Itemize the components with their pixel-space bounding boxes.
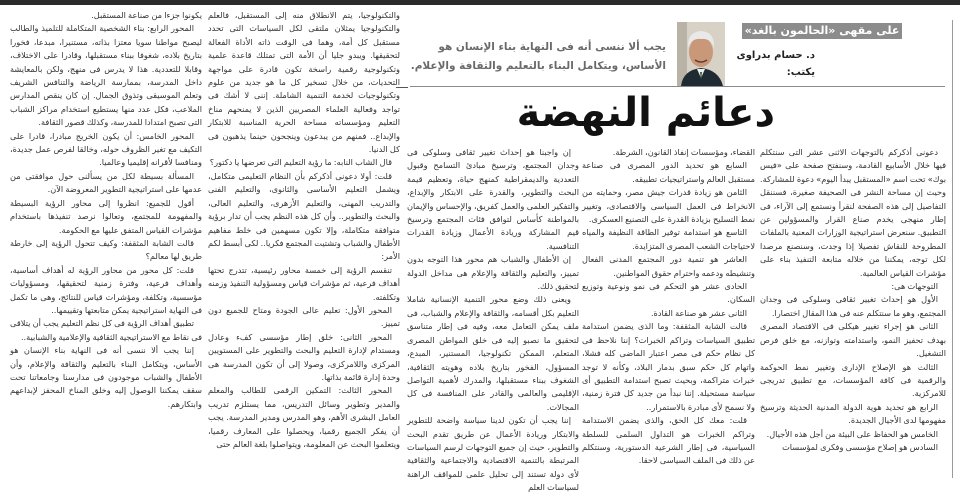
article-paragraph: إننا يجب أن تكون لدينا سياسة واضحة للتطوير والابتكار وريادة الأعمال عن طريق تقدم البحث والتطوير، حيث إن جميع التوجهات لرسم السياسات المرتبطة بالتنمية الاقتصادية والاجتماعية والثقافية لأى دولة تستند إلى تحليل علمى للمواقف الراهنة لسياسات العلم — [407, 415, 579, 493]
article-paragraph: قالت الشابة المثقفة: وما الذى يضمن استدامة تطبيق السياسات وتراكم الخبرات؟ إننا نلاحظ فى كل نظام حكم فى مصر اعتبار الماضى كله فشلا، واتهام كل حكم سبق بدمار البلاد، وكأنه لا توجد خبرات متراكمة، وبحيث تصبح استدامة التطبيق أى سياسة مستحيلة. إننا نبدأ من جديد كل فترة زمنية، ولا نسمح لأى مبادرة بالاستمرار.. — [582, 321, 755, 412]
article-paragraph: تنقسم الرؤية إلى خمسة محاور رئيسية، تتدرج تحتها أهداف فرعية، ثم مؤشرات قياس ومسؤولية التنفيذ وزمنه وتكلفته. — [208, 264, 400, 302]
article-paragraph: ويعنى ذلك وضع محور التنمية الإنسانية شاملا التعليم بكل أقسامه، والثقافة والإعلام والشباب، فى ملف يمكن التعامل معه، وفيه فى إطار متناسق لتحقيق ما نصبو إليه فى خلق المواطن المصرى المتعلم، الممكن تكنولوجيا، المستنير، المبدع، المسؤول، الفخور بتاريخ بلاده وهويته الثقافية، الشغوف ببناء مستقبلها، والمدرك لأهمية التواصل الإقليمى والعالمى والقادر على المنافسة فى كل المجالات. — [407, 294, 579, 412]
article-paragraph: إن واجبنا هو إحداث تغيير ثقافى وسلوكى فى وجدان المجتمع، وترسيخ مبادئ التسامح وقبول التعددية والديمقراطية كمنهج حياة، وتعظيم قيمة البحث والتطوير، والقدرة على الابتكار والإبداع، والتفكير العلمى والعمل كفريق، والإحساس والإيمان بالمواطنة كأساس لتوافق فئات المجتمع وترسيخ قيم المشاركة وريادة الأعمال وزيادة القدرات التنافسية. — [407, 147, 579, 251]
article-paragraph: التوجهات هى: — [891, 281, 938, 292]
article-paragraph: السابع هو تحديد الدور المصرى فى صناعة مستقبل العالم واستراتيجيات تطبيقه. — [582, 160, 755, 184]
article-paragraph: أقول للجميع: انظروا إلى محاور الرؤية البسيطة والمفهومة للمجتمع، وتعالوا نرصد تنفيذها باستخدام مؤشرات القياس المتفق عليها مع الحكومة. — [10, 197, 202, 235]
article-paragraph: الحادى عشر هو التحكم فى نمو ونوعية وتوزيع السكان. — [582, 281, 755, 305]
article-paragraph: التاسع هو استدامة توفير الطاقة النظيفة والمياه لاحتياجات الشعب المصرى المتزايدة. — [582, 227, 755, 251]
article-column-5 — [10, 9, 202, 411]
header-divider — [410, 86, 945, 87]
article-paragraph: المحور الخامس: أن يكون الخريج مبادرا، قادرا على التكيف مع تغير الظروف حوله، وخالقا لفرص عمل جديدة، ومنافسا لأقرانه إقليميا وعالميا. — [10, 130, 202, 168]
article-column-4 — [208, 9, 400, 451]
article-paragraph: السادس هو إصلاح مؤسسى وفكرى لمؤسسات — [782, 441, 938, 452]
article-paragraph: المحور الثالث: التمكين الرقمى للطالب والمعلم والمدير وتطوير وسائل التدريس، مما يستلزم تدريب العامل البشرى الأهم، وهو المدرس ومدير المدرسة. يجب أن يفكر الجميع رقميا، ويحصلوا على المعارف رقميا، ويتعلموا البحث عن المعلومة، ويتواصلوا بلغة العالم حتى — [208, 385, 400, 449]
pull-quote-line: يجب ألا ننسى أنه فى النهاية بناء الإنسان هو — [438, 41, 666, 53]
article-paragraph: الخامس هو الحفاظ على البيئة من أجل هذه الأجيال. — [766, 428, 938, 439]
article-paragraph: قال الشاب النابه: ما رؤية التعليم التى تعرضها يا دكتور؟ — [209, 157, 392, 168]
article-paragraph: المحور الثانى: خلق إطار مؤسسى كفء وعادل ومستدام لإدارة التعليم والبحث والتطوير على المستويين المركزى واللامركزى، وصولا إلى أن تكون المدرسة هى وحدة إدارة قائمة بذاتها. — [208, 331, 400, 382]
article-paragraph: قالت الشابة المثقفة: وكيف تتحول الرؤية إلى خارطة طريق لها معالم؟ — [10, 237, 202, 262]
column-divider — [952, 20, 953, 478]
article-paragraph: تطبيق أهداف الرؤية فى كل نظم التعليم يجب أن يتلاقى فى نقاط مع الاستراتيجية الثقافية والإعلامية والشبابية.. — [10, 318, 202, 342]
article-paragraph: والتكنولوجيا، يتم الانطلاق منه إلى المستقبل، فالعلم والتكنولوجيا يمثلان ملتقى لكل السياسات التى تحدد مستقبل كل أمة، وهما فى الوقت ذاته الأداة الفعالة لتحقيقها. ويبدو جليا أن الأمة التى تمتلك قاعدة علمية وتكنولوجية رقمية راسخة تكون قادرة على مواجهة التحديات، من خلال تسخير كل ما هو جديد من علوم وتكنولوجيات لخدمة التنمية الشاملة. إننى لا أشك فى تواجد وفعالية العلماء المصريين الذين لا يمنحهم مناخ التعليم ومؤسساته مساحة الحرية المناسبة للابتكار والإبداع.. فمنهم من يبدعون وينجحون حينما يذهبون فى كل الدنيا. — [208, 10, 400, 155]
author-photo — [677, 22, 725, 86]
article-paragraph: العاشر هو تنمية دور المجتمع المدنى الفعال وتنشيطه ودعمه واحترام حقوق المواطنين. — [582, 254, 755, 278]
article-paragraph: الثانى هو إجراء تغيير هيكلى فى الاقتصاد المصرى بهدف تحفيز النمو، واستدامته وتوازنه، مع خلق فرص التشغيل. — [760, 321, 946, 359]
article-paragraph: قلت: معك كل الحق، والذى يضمن الاستدامة وتراكم الخبرات هو التداول السلمى للسلطة السياسية، فى إطار الشرعية الدستورية، وسنتكلم عن ذلك فى الملف السياسى لاحقا. — [582, 415, 755, 466]
column-tag: على مقهى «الحالمون بالغد» — [742, 23, 902, 39]
article-paragraph: الرابع هو تحديد هوية الدولة المدنية الحديثة وترسيخ مفهومها لدى الأجيال الجديدة. — [760, 401, 946, 426]
article-paragraph: دعونى أذكركم بالتوجهات الاثنى عشر التى سنتكلم فيها خلال الأسابيع القادمة، وسنفتح صفحة على «فيس بوك» تحت اسم «المستقبل يبدأ اليوم» دعوة للمشاركة. وحيث إن مساحة النشر فى الصحيفة صغيرة، فسننقل التفاصيل إلى هذه الصفحة لنقرأ ونستمع إلى الآراء، فى إطار منهجى يخدم صناع القرار والمسؤولين عن التطبيق. سنعرض استراتيجية الوزارات المعنية بالملفات المطروحة للنقاش تفصيلا إذا وجدت، وسنصنع مرصدا لكل توجه، يمكننا من خلاله متابعة التنفيذ بناء على مؤشرات القياس العالمية. — [760, 147, 946, 278]
byline — [735, 47, 815, 81]
article-paragraph: إن الأطفال والشباب هم محور هذا التوجه بدون تمييز، والتعليم والثقافة والإعلام هى مداخل الدولة لتحقيق ذلك. — [407, 254, 579, 292]
article-paragraph: قلت: أولا دعونى أذكركم بأن النظام التعليمى متكامل، ويشمل التعليم الأساسى والثانوى، والتعليم الفنى والتدريب المهنى، والتعليم الأزهرى، والتعليم العالى، والبحث والتطوير.. وأن كل هذه النظم يجب أن تدار برؤية متوافقة متكاملة، وإلا تكون مسهمين فى خلط مفاهيم الأطفال والشباب وتشتيت المجتمع فكريا.. لكى أبسط لكم الأمر: — [208, 170, 400, 262]
article-column-1 — [760, 146, 946, 454]
author-name: د. حسام بدراوى — [736, 50, 815, 61]
article-paragraph: إننا يجب ألا ننسى أنه فى النهاية بناء الإنسان هو الأساس، ويتكامل البناء بالتعليم والثقافة والإعلام، وأن الأطفال والشباب موجودون فى مدارسنا وجامعاتنا تحت سقف يمكننا الوصول إليه وخلق المناخ المحفز لإبداعهم وابتكارهم. — [10, 345, 202, 409]
article-column-3 — [407, 146, 579, 495]
article-paragraph: المحور الرابع: بناء الشخصية المتكاملة للتلميذ والطالب ليصبح مواطنا سويا معتزا بذاته، مستنيرا، مبدعا، فخورا بتاريخ بلاده، شغوفا ببناء مستقبلها، وقادرا على الاختلاف، وقابلا للتعددية. هذا لا يدرس فى منهج، ولكن بالمعايشة داخل المدرسة، بممارسة الرياضة والتنافس الشريف وتعلم الموسيقى وتذوق الجمال. إن كان ينقص المدارس الملاعب، فكل عدد منها يستطيع استخدام مراكز الشباب التى تصبح امتدادا للمدرسة، وكذلك قصور الثقافة. — [10, 23, 202, 128]
article-paragraph: الثامن هو زيادة قدرات جيش مصر، وحمايته من الانخراط فى العمل السياسى والاقتصادى، وتغيير نمط التسليح بزيادة القدرة على التصنيع العسكرى. — [582, 187, 755, 225]
article-paragraph: يكونوا جزءا من صناعة المستقبل. — [91, 10, 202, 20]
article-paragraph: القضاء، ومؤسسات إنفاذ القانون، الشرطة. — [612, 147, 755, 157]
article-title: دعائم النهضة — [516, 90, 775, 136]
article-paragraph: الثالث هو الإصلاح الإدارى وتغيير نمط الحوكمة والرقمية فى كافة المؤسسات، مع تطبيق تدريجى للامركزية. — [760, 361, 946, 399]
pull-quote — [410, 38, 666, 76]
article-paragraph: الثانى عشر هو صناعة القادة. — [650, 307, 747, 318]
article-column-2 — [582, 146, 755, 468]
article-paragraph: المسألة بسيطة لكل من يسألنى حول موافقتى من عدمها على استراتيجية التطوير المعروضة الآن. — [10, 170, 202, 195]
pull-quote-line: الأساس، ويتكامل البناء بالتعليم والثقافة والإعلام. — [410, 60, 666, 72]
article-paragraph: المحور الأول: تعليم عالى الجودة ومتاح للجميع دون تمييز. — [208, 304, 400, 329]
article-paragraph: الأول هو إحداث تغيير ثقافى وسلوكى فى وجدان المجتمع، وهو ما سنتكلم عنه فى هذا المقال اختصارا. — [760, 294, 946, 318]
writes-label: يكتب: — [786, 67, 815, 78]
article-paragraph: قلت: كل محور من محاور الرؤية له أهداف أساسية، وأهداف فرعية، وفترة زمنية لتحقيقها، ومسؤوليات مؤسسية، وتكلفة، ومؤشرات قياس للنتائج، وهى ما تكمل فى النهاية استراتيجية يمكن متابعتها وتقييمها.. — [10, 264, 202, 315]
top-border-bar — [0, 0, 960, 5]
